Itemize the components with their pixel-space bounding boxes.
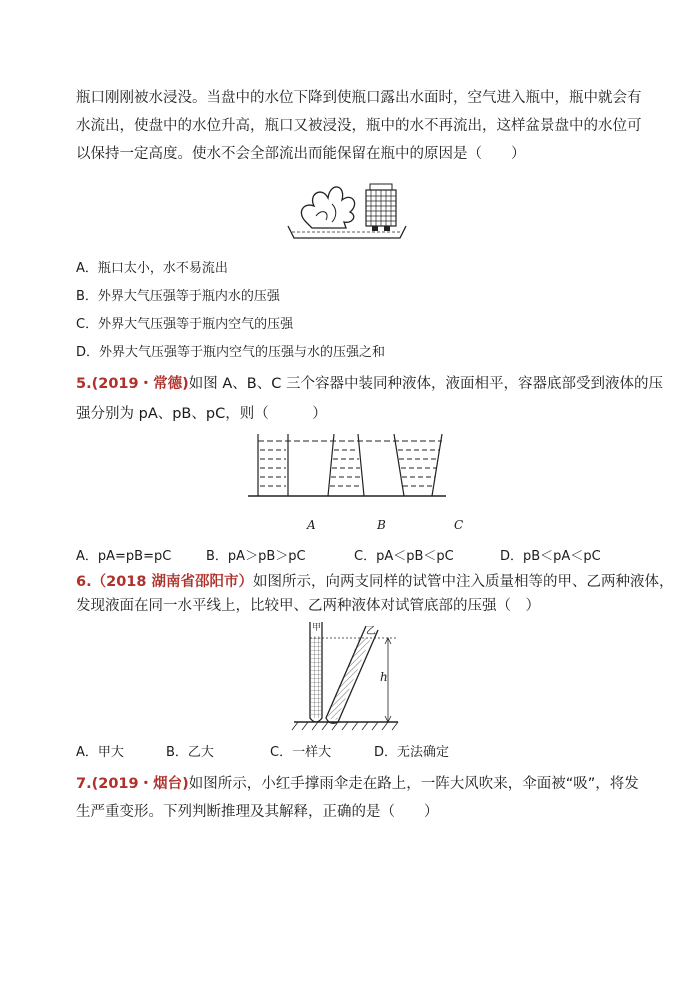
q7-stem-line-2: 生严重变形。下列判断推理及其解释，正确的是（ ） <box>76 804 439 820</box>
q4-option-c: C．外界大气压强等于瓶内空气的压强 <box>76 317 294 332</box>
q5-option-d: D．pB＜pA＜pC <box>500 549 601 564</box>
q6-option-b: B．乙大 <box>166 745 214 760</box>
q6-option-d: D．无法确定 <box>374 745 450 760</box>
container-label-b: B <box>377 518 386 532</box>
three-containers-figure <box>246 430 448 502</box>
q7-text-1: 如图所示，小红手撑雨伞走在路上，一阵大风吹来，伞面被“吸”，将发 <box>188 776 639 792</box>
q7-stem-line-1 <box>76 774 639 794</box>
q5-option-b: B．pA＞pB＞pC <box>206 549 306 564</box>
q7-number: 7. <box>76 776 92 792</box>
q6-text-1: 如图所示，向两支同样的试管中注入质量相等的甲、乙两种液体， <box>253 574 674 590</box>
q6-option-a: A．甲大 <box>76 745 124 760</box>
tube-label-jia: 甲 <box>312 623 322 633</box>
tube-label-yi: 乙 <box>366 626 376 637</box>
q5-source: (2019・常德) <box>91 376 189 392</box>
container-label-a: A <box>307 518 316 532</box>
q6-source: （2018 湖南省邵阳市） <box>91 574 254 590</box>
q4-option-b: B．外界大气压强等于瓶内水的压强 <box>76 289 280 304</box>
q5-number: 5. <box>76 376 92 392</box>
q4-stem-line-1: 瓶口刚刚被水浸没。当盘中的水位下降到使瓶口露出水面时，空气进入瓶中，瓶中就会有 <box>76 90 642 106</box>
q6-stem-line-1 <box>76 572 674 592</box>
q5-stem-line-1 <box>76 374 663 394</box>
q4-option-d: D．外界大气压强等于瓶内空气的压强与水的压强之和 <box>76 345 386 360</box>
height-label-h: h <box>380 670 388 684</box>
q4-stem-line-3: 以保持一定高度。使水不会全部流出而能保留在瓶中的原因是（ ） <box>76 146 526 162</box>
q5-option-c: C．pA＜pB＜pC <box>354 549 454 564</box>
q5-option-a: A．pA=pB=pC <box>76 549 172 564</box>
q6-stem-line-2: 发现液面在同一水平线上，比较甲、乙两种液体对试管底部的压强（ ） <box>76 598 540 614</box>
q4-option-a: A．瓶口太小，水不易流出 <box>76 261 228 276</box>
q4-stem-line-2: 水流出，使盘中的水位升高，瓶口又被浸没，瓶中的水不再流出，这样盆景盘中的水位可 <box>76 118 642 134</box>
q7-source: (2019・烟台) <box>91 776 189 792</box>
q6-number: 6. <box>76 574 92 590</box>
bottle-tray-figure <box>286 172 408 244</box>
plant-shape <box>301 187 354 228</box>
container-label-c: C <box>454 518 464 532</box>
q6-option-c: C．一样大 <box>270 745 332 760</box>
q5-text-1: 如图 A、B、C 三个容器中装同种液体，液面相平，容器底部受到液体的压 <box>188 376 663 392</box>
q5-stem-line-2: 强分别为 pA、pB、pC，则（ ） <box>76 406 327 422</box>
